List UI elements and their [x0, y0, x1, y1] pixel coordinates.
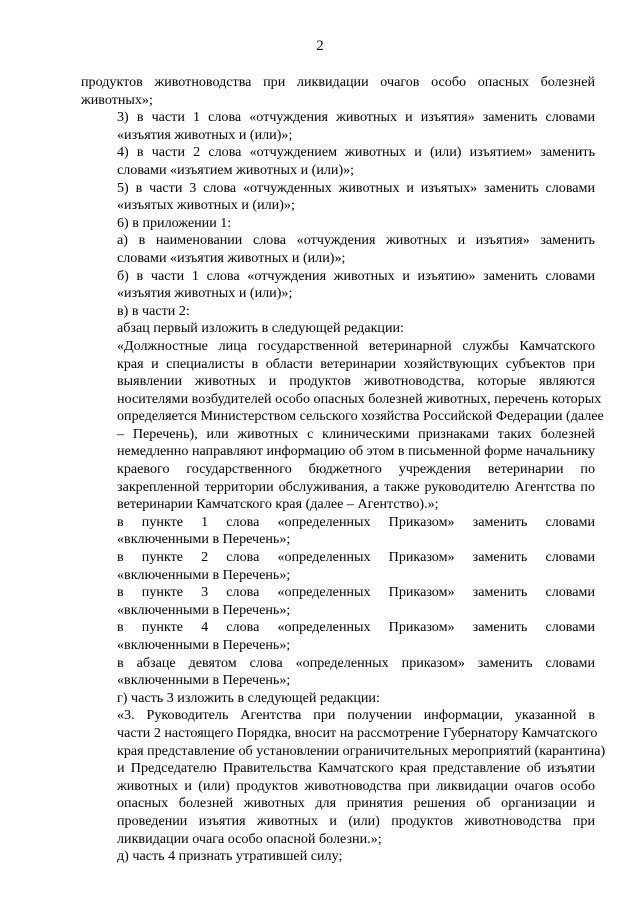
text-line: «3. Руководитель Агентства при получении информации, указанной в — [117, 707, 595, 724]
text-line: в пункте 4 слова «определенных Приказом» заменить словами — [117, 619, 595, 636]
text-line: б) в части 1 слова «отчуждения животных и изъятию» заменить словами — [117, 267, 595, 284]
text-line: «Должностные лица государственной ветеринарной службы Камчатского — [117, 337, 595, 354]
text-line: края и специалисты в области ветеринарии хозяйствующих субъектов при — [117, 355, 595, 372]
text-line: продуктов животноводства при ликвидации очагов особо опасных болезней — [81, 74, 595, 90]
document-body — [81, 74, 606, 866]
paragraph — [81, 303, 595, 321]
text-line: г) часть 3 изложить в следующей редакции: — [117, 689, 380, 706]
text-line: д) часть 4 признать утратившей силу; — [117, 848, 343, 865]
paragraph — [81, 549, 595, 584]
text-line: 4) в части 2 слова «отчуждением животных и (или) изъятием» заменить — [117, 144, 595, 161]
text-line: края представление об установлении ограничительных мероприятий (карантина) — [117, 742, 606, 759]
text-line: а) в наименовании слова «отчуждения животных и изъятия» заменить — [117, 232, 595, 249]
text-line: 3) в части 1 слова «отчуждения животных и изъятия» заменить словами — [117, 109, 595, 126]
text-line: «включенными в Перечень»; — [117, 672, 291, 689]
paragraph — [81, 232, 595, 267]
text-line: и Председателю Правительства Камчатского края представление об изъятии — [117, 760, 595, 777]
text-line: животных»; — [81, 91, 153, 108]
paragraph — [81, 707, 606, 848]
text-line: словами «изъятия животных и (или)»; — [117, 249, 346, 266]
text-line: 5) в части 3 слова «отчужденных животных и изъятых» заменить словами — [117, 179, 595, 196]
paragraph — [81, 514, 595, 549]
text-line: словами «изъятием животных и (или)»; — [117, 161, 355, 178]
paragraph — [81, 320, 595, 338]
text-line: «изъятия животных и (или)»; — [117, 126, 293, 143]
text-line: в) в части 2: — [117, 302, 190, 319]
text-line: выявлении животных и продуктов животноводства, которые являются — [117, 373, 595, 390]
text-line: определяется Министерством сельского хозяйства Российской Федерации (далее — [117, 408, 604, 425]
paragraph — [81, 74, 595, 109]
text-line: в пункте 3 слова «определенных Приказом» заменить словами — [117, 584, 595, 601]
text-line: – Перечень), или животных с клиническими признаками таких болезней — [117, 425, 595, 442]
text-line: закрепленной территории обслуживания, а также руководителю Агентства по — [117, 478, 595, 495]
text-line: в пункте 1 слова «определенных Приказом» заменить словами — [117, 513, 595, 530]
paragraph — [81, 180, 595, 215]
text-line: абзац первый изложить в следующей редакции: — [117, 320, 404, 337]
text-line: «изъятых животных и (или)»; — [117, 197, 295, 214]
paragraph — [81, 619, 595, 654]
text-line: проведении изъятия животных и (или) продуктов животноводства при — [117, 812, 595, 829]
text-line: животных и (или) продуктов животноводства при ликвидации очагов особо — [117, 777, 595, 794]
text-line: немедленно направляют информацию об этом в письменной форме начальнику — [117, 443, 595, 460]
text-line: ветеринарии Камчатского края (далее – Агентство).»; — [117, 496, 439, 513]
paragraph — [81, 268, 595, 303]
paragraph — [81, 655, 595, 690]
text-line: ликвидации очага особо опасной болезни.»; — [117, 830, 382, 847]
paragraph — [81, 337, 604, 514]
text-line: в абзаце девятом слова «определенных приказом» заменить словами — [117, 654, 595, 671]
text-line: «включенными в Перечень»; — [117, 601, 291, 618]
text-line: 6) в приложении 1: — [117, 214, 232, 231]
text-line: «включенными в Перечень»; — [117, 566, 291, 583]
text-line: части 2 настоящего Порядка, вносит на рассмотрение Губернатору Камчатского — [117, 724, 598, 741]
paragraph — [81, 690, 595, 708]
paragraph — [81, 584, 595, 619]
text-line: краевого государственного бюджетного учреждения ветеринарии по — [117, 461, 595, 478]
text-line: опасных болезней животных для принятия решения об организации и — [117, 795, 595, 812]
text-line: «изъятия животных и (или)»; — [117, 285, 293, 302]
text-line: «включенными в Перечень»; — [117, 531, 291, 548]
paragraph — [81, 109, 595, 144]
text-line: носителями возбудителей особо опасных болезней животных, перечень которых — [117, 390, 602, 407]
paragraph — [81, 215, 595, 233]
page-number: 2 — [316, 38, 324, 54]
text-line: «включенными в Перечень»; — [117, 637, 291, 653]
paragraph — [81, 848, 595, 866]
paragraph — [81, 144, 595, 179]
text-line: в пункте 2 слова «определенных Приказом» заменить словами — [117, 549, 595, 566]
